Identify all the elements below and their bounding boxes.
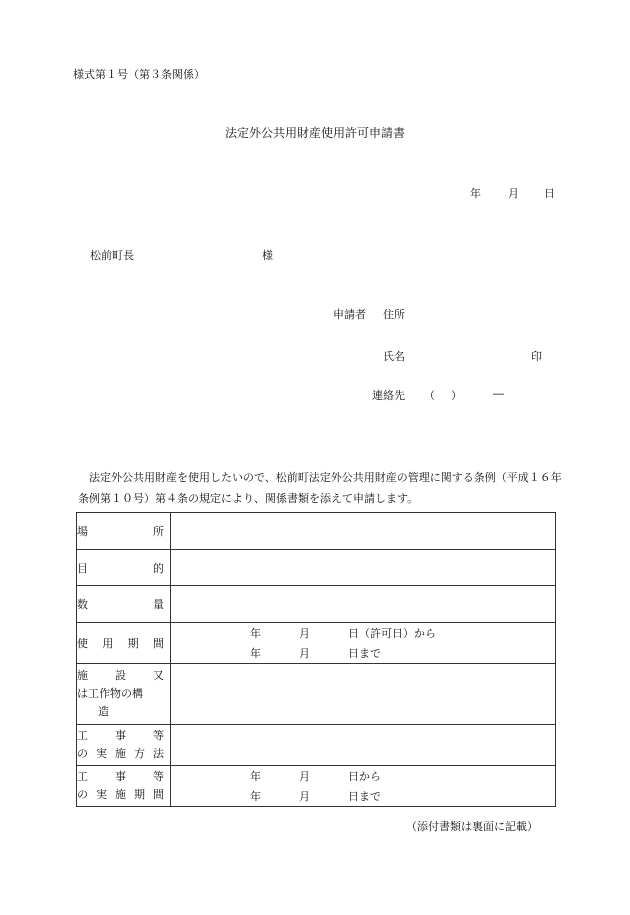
period-label: 使 用 期 間 xyxy=(77,623,171,664)
intro-paragraph: 法定外公共用財産を使用したいので、松前町法定外公共用財産の管理に関する条例（平成１６年条例第１０号）第４条の規定により、関係書類を添えて申請します。 xyxy=(78,471,562,505)
table-row-work-method xyxy=(77,725,556,766)
period-end-day: 日まで xyxy=(348,647,381,660)
quantity-field[interactable] xyxy=(171,586,556,623)
purpose-label: 目 的 xyxy=(77,550,171,586)
addressee: 松前町長 xyxy=(90,249,134,262)
work-start-year: 年 xyxy=(250,770,261,783)
application-table xyxy=(76,512,556,807)
period-end-month: 月 xyxy=(299,647,310,660)
applicant-label: 申請者 xyxy=(333,308,366,321)
honorific: 様 xyxy=(262,249,273,262)
table-row-location xyxy=(77,513,556,550)
date-day-label: 日 xyxy=(544,187,555,200)
quantity-label: 数 量 xyxy=(77,586,171,623)
contact-paren-open: （ xyxy=(424,389,435,402)
table-row-period xyxy=(77,623,556,664)
work-end-day: 日まで xyxy=(348,790,381,803)
contact-label: 連絡先 xyxy=(372,389,405,402)
period-field[interactable] xyxy=(171,623,556,664)
work-period-field[interactable] xyxy=(171,766,556,807)
location-label: 場 所 xyxy=(77,513,171,550)
purpose-field[interactable] xyxy=(171,550,556,586)
form-number: 様式第１号（第３条関係） xyxy=(73,68,205,81)
period-start-month: 月 xyxy=(299,627,310,640)
address-label: 住所 xyxy=(383,308,405,321)
name-label: 氏名 xyxy=(383,350,405,363)
work-method-field[interactable] xyxy=(171,725,556,766)
contact-paren-close: ） xyxy=(451,389,462,402)
structure-label: 施 設 又 は工作物の構 造 xyxy=(77,664,171,725)
work-end-year: 年 xyxy=(250,790,261,803)
attachments-footnote: （添付書類は裏面に記載） xyxy=(406,820,538,833)
period-start-year: 年 xyxy=(250,627,261,640)
contact-dash: ― xyxy=(493,387,504,400)
work-start-month: 月 xyxy=(299,770,310,783)
table-row-structure xyxy=(77,664,556,725)
table-row-work-period xyxy=(77,766,556,807)
table-row-purpose xyxy=(77,550,556,586)
work-start-day: 日から xyxy=(348,770,381,783)
period-end-year: 年 xyxy=(250,647,261,660)
work-period-label: 工 事 等 の 実 施 期 間 xyxy=(77,766,171,807)
table-row-quantity xyxy=(77,586,556,623)
date-month-label: 月 xyxy=(508,187,519,200)
work-end-month: 月 xyxy=(299,790,310,803)
period-start-day: 日（許可日）から xyxy=(348,627,436,640)
document-title: 法定外公共用財産使用許可申請書 xyxy=(224,126,405,140)
date-year-label: 年 xyxy=(470,187,481,200)
location-field[interactable] xyxy=(171,513,556,550)
work-method-label: 工 事 等 の 実 施 方 法 xyxy=(77,725,171,766)
seal-mark: 印 xyxy=(531,350,542,363)
structure-field[interactable] xyxy=(171,664,556,725)
